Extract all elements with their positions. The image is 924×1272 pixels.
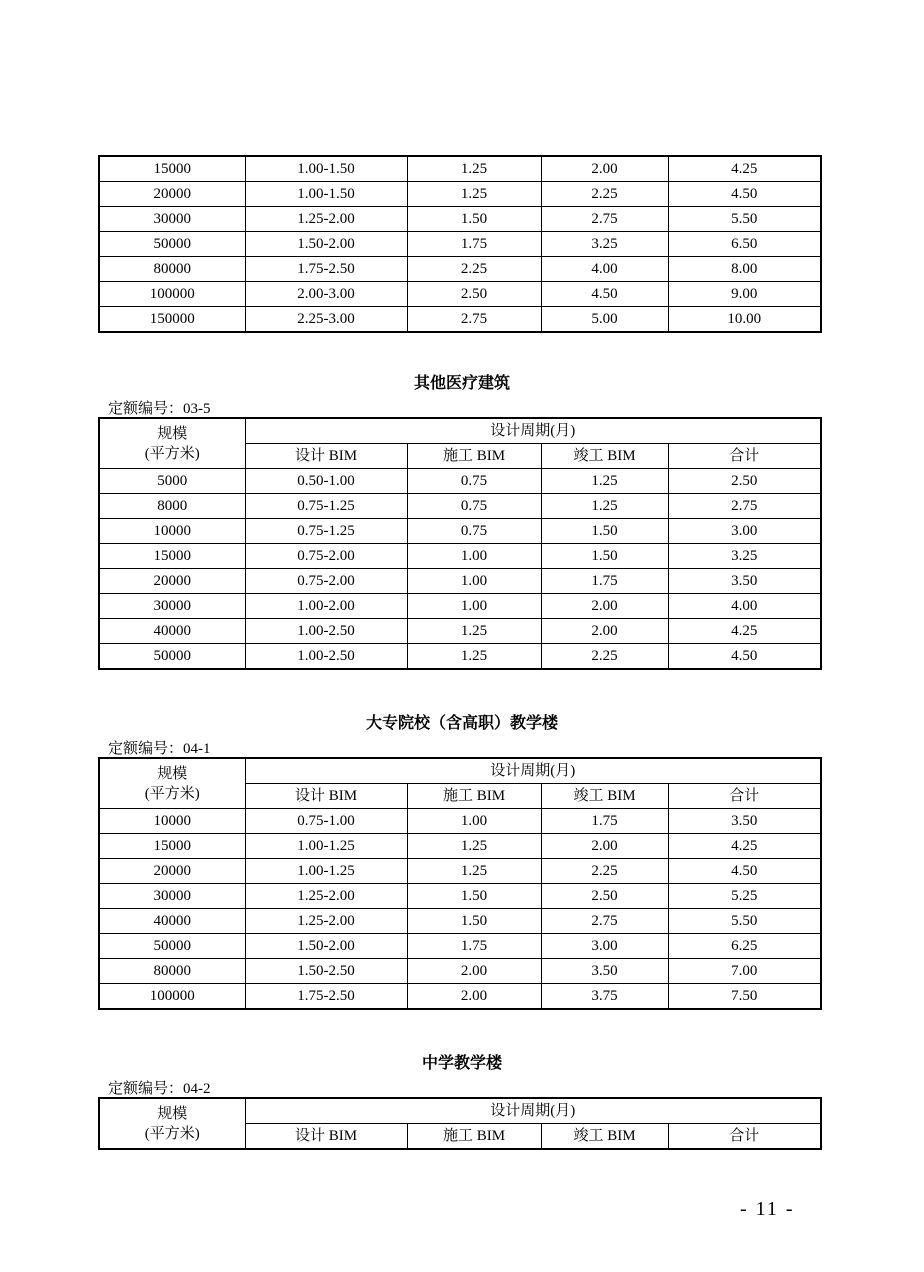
table-cell: 8.00 (668, 257, 821, 282)
table-cell: 10000 (99, 809, 245, 834)
table-cell: 1.50 (407, 884, 541, 909)
section-title: 大专院校（含高职）教学楼 (365, 713, 558, 732)
table-cell: 4.00 (668, 594, 821, 619)
table-cell: 20000 (99, 859, 245, 884)
table-cell: 1.50 (407, 909, 541, 934)
table-cell: 4.00 (541, 257, 668, 282)
table-cell: 1.00 (407, 809, 541, 834)
table-row (99, 544, 821, 569)
table-cell: 0.75-2.00 (245, 569, 407, 594)
table-cell: 2.25 (407, 257, 541, 282)
table-cell: 30000 (99, 884, 245, 909)
table-cell: 100000 (99, 282, 245, 307)
table-row (99, 644, 821, 670)
table-cell: 1.25 (407, 619, 541, 644)
table-row (99, 884, 821, 909)
table-row (99, 182, 821, 207)
table-cell: 6.50 (668, 232, 821, 257)
table-cell: 20000 (99, 182, 245, 207)
table-cell: 1.25-2.00 (245, 207, 407, 232)
quota-number: 定额编号：04-1 (108, 741, 211, 757)
table-cell: 5000 (99, 469, 245, 494)
header-period: 设计周期(月) (245, 758, 821, 784)
table-row (99, 909, 821, 934)
table-cell: 2.25 (541, 859, 668, 884)
header-total: 合计 (668, 784, 821, 809)
table-cell: 3.50 (668, 809, 821, 834)
table-cell: 3.50 (541, 959, 668, 984)
table-body (99, 156, 821, 332)
table-row (99, 594, 821, 619)
table-cell: 0.75 (407, 469, 541, 494)
table-cell: 4.50 (668, 859, 821, 884)
header-design: 设计 BIM (245, 1124, 407, 1150)
table-body (99, 809, 821, 1010)
table-cell: 3.25 (541, 232, 668, 257)
table-cell: 2.00 (541, 834, 668, 859)
table-row (99, 257, 821, 282)
table-cell: 4.50 (668, 182, 821, 207)
table-cell: 1.75-2.50 (245, 257, 407, 282)
table-cell: 5.00 (541, 307, 668, 333)
table-cell: 1.75 (541, 569, 668, 594)
table-cell: 0.75-1.25 (245, 494, 407, 519)
table-cell: 6.25 (668, 934, 821, 959)
page-number: - 11 - (740, 1198, 795, 1220)
header-completion: 竣工 BIM (541, 784, 668, 809)
table-cell: 3.00 (668, 519, 821, 544)
section-title: 其他医疗建筑 (413, 373, 510, 392)
table-cell: 1.00-2.00 (245, 594, 407, 619)
header-period: 设计周期(月) (245, 1098, 821, 1124)
table-cell: 1.25-2.00 (245, 884, 407, 909)
table-other-medical (98, 417, 822, 670)
table-cell: 0.75-2.00 (245, 544, 407, 569)
table-cell: 4.50 (668, 644, 821, 670)
table-cell: 1.25 (541, 494, 668, 519)
table-cell: 0.50-1.00 (245, 469, 407, 494)
table-row (99, 619, 821, 644)
header-completion: 竣工 BIM (541, 1124, 668, 1150)
table-row (99, 984, 821, 1010)
table-row (99, 834, 821, 859)
table-cell: 50000 (99, 232, 245, 257)
table-cell: 7.00 (668, 959, 821, 984)
table-cell: 3.75 (541, 984, 668, 1010)
header-total: 合计 (668, 1124, 821, 1150)
table-cell: 40000 (99, 909, 245, 934)
header-period: 设计周期(月) (245, 418, 821, 444)
table-cell: 2.25 (541, 182, 668, 207)
table-cell: 0.75 (407, 519, 541, 544)
table-cell: 3.00 (541, 934, 668, 959)
table-cell: 7.50 (668, 984, 821, 1010)
table-cell: 1.00-1.50 (245, 182, 407, 207)
table-cell: 30000 (99, 207, 245, 232)
table-cell: 1.50 (541, 544, 668, 569)
section-title: 中学教学楼 (421, 1053, 502, 1072)
table-cell: 15000 (99, 834, 245, 859)
table-row (99, 307, 821, 333)
table-row (99, 809, 821, 834)
table-cell: 2.00 (407, 984, 541, 1010)
table-cell: 4.25 (668, 619, 821, 644)
table-cell: 2.00-3.00 (245, 282, 407, 307)
table-cell: 1.75 (541, 809, 668, 834)
table-row (99, 934, 821, 959)
table-cell: 5.50 (668, 909, 821, 934)
table-cell: 0.75-1.25 (245, 519, 407, 544)
table-cell: 1.00 (407, 594, 541, 619)
header-scale: 规模 (平方米) (99, 758, 245, 809)
table-cell: 100000 (99, 984, 245, 1010)
table-cell: 2.75 (668, 494, 821, 519)
table-row (99, 569, 821, 594)
table-row (99, 519, 821, 544)
table-cell: 3.50 (668, 569, 821, 594)
table-cell: 5.25 (668, 884, 821, 909)
table-cell: 1.75-2.50 (245, 984, 407, 1010)
table-row (99, 232, 821, 257)
table-cell: 1.75 (407, 934, 541, 959)
table-cell: 2.50 (407, 282, 541, 307)
table-cell: 2.00 (541, 619, 668, 644)
table-cell: 2.00 (407, 959, 541, 984)
table-cell: 1.50 (407, 207, 541, 232)
table-cell: 1.00-2.50 (245, 644, 407, 670)
header-completion: 竣工 BIM (541, 444, 668, 469)
table-cell: 2.75 (541, 909, 668, 934)
header-design: 设计 BIM (245, 444, 407, 469)
table-cell: 50000 (99, 644, 245, 670)
table-cell: 150000 (99, 307, 245, 333)
table-cell: 1.25-2.00 (245, 909, 407, 934)
header-scale: 规模 (平方米) (99, 1098, 245, 1149)
table-cell: 1.25 (541, 469, 668, 494)
table-row (99, 959, 821, 984)
table-cell: 15000 (99, 156, 245, 182)
table-cell: 10.00 (668, 307, 821, 333)
table-cell: 3.25 (668, 544, 821, 569)
table-row (99, 282, 821, 307)
table-cell: 2.25-3.00 (245, 307, 407, 333)
table-cell: 1.75 (407, 232, 541, 257)
table-row (99, 469, 821, 494)
table-cell: 15000 (99, 544, 245, 569)
table-cell: 0.75-1.00 (245, 809, 407, 834)
table-cell: 20000 (99, 569, 245, 594)
table-cell: 2.00 (541, 156, 668, 182)
table-cell: 50000 (99, 934, 245, 959)
table-cell: 1.50-2.50 (245, 959, 407, 984)
table-cell: 1.50-2.00 (245, 934, 407, 959)
table-cell: 80000 (99, 257, 245, 282)
table-cell: 0.75 (407, 494, 541, 519)
quota-number: 定额编号：04-2 (108, 1081, 211, 1097)
quota-number: 定额编号：03-5 (108, 401, 211, 417)
table-cell: 4.25 (668, 156, 821, 182)
table-cell: 5.50 (668, 207, 821, 232)
table-cell: 1.50-2.00 (245, 232, 407, 257)
table-cell: 1.25 (407, 182, 541, 207)
table-cell: 80000 (99, 959, 245, 984)
table-cell: 1.00-1.25 (245, 834, 407, 859)
table-row (99, 156, 821, 182)
table-cell: 4.50 (541, 282, 668, 307)
table-cell: 1.25 (407, 156, 541, 182)
header-total: 合计 (668, 444, 821, 469)
header-construction: 施工 BIM (407, 1124, 541, 1150)
table-cell: 40000 (99, 619, 245, 644)
table-cell: 30000 (99, 594, 245, 619)
header-construction: 施工 BIM (407, 444, 541, 469)
table-row (99, 207, 821, 232)
table-cell: 2.50 (541, 884, 668, 909)
table-cell: 1.00-1.50 (245, 156, 407, 182)
table-cell: 1.25 (407, 644, 541, 670)
table-cell: 1.00-2.50 (245, 619, 407, 644)
table-cell: 1.25 (407, 834, 541, 859)
table-college-teaching (98, 757, 822, 1010)
table-cell: 1.25 (407, 859, 541, 884)
table-cell: 10000 (99, 519, 245, 544)
table-cell: 1.50 (541, 519, 668, 544)
header-design: 设计 BIM (245, 784, 407, 809)
table-cell: 1.00 (407, 544, 541, 569)
table-middle-school (98, 1097, 822, 1150)
table-row (99, 859, 821, 884)
table-cell: 4.25 (668, 834, 821, 859)
table-cell: 1.00 (407, 569, 541, 594)
table-cell: 8000 (99, 494, 245, 519)
table-cell: 2.25 (541, 644, 668, 670)
table-body (99, 469, 821, 670)
table-cell: 2.00 (541, 594, 668, 619)
table-cell: 2.50 (668, 469, 821, 494)
table-cell: 9.00 (668, 282, 821, 307)
table-row (99, 494, 821, 519)
header-scale: 规模 (平方米) (99, 418, 245, 469)
table-cell: 1.00-1.25 (245, 859, 407, 884)
table-continued (98, 155, 822, 333)
table-cell: 2.75 (541, 207, 668, 232)
table-cell: 2.75 (407, 307, 541, 333)
header-construction: 施工 BIM (407, 784, 541, 809)
